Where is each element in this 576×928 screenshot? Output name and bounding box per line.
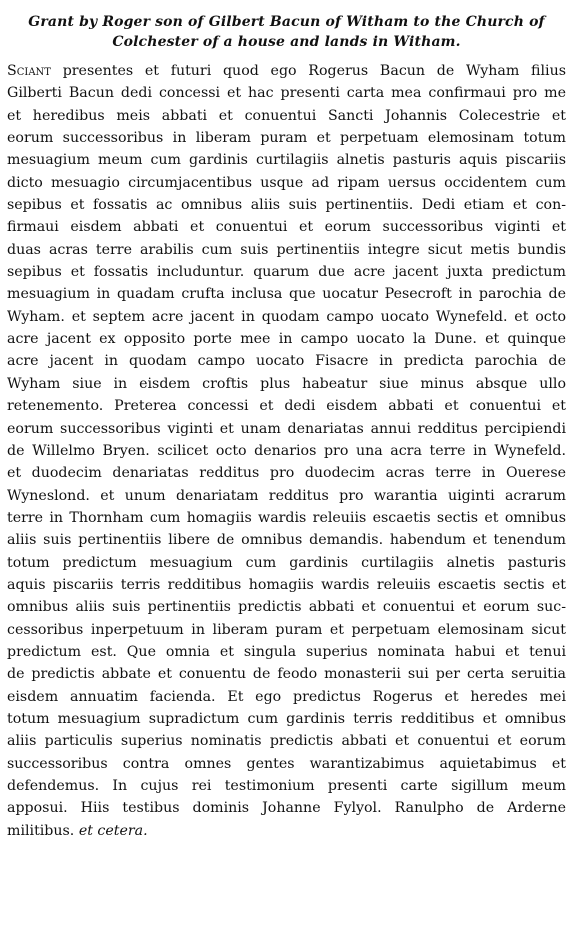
text-line-4: eorum successoribus in liberam puram et perpetuam elemosinam totum <box>7 130 566 147</box>
text-line-16: retenemento. Preterea concessi et dedi eisdem abbati et conuentui et <box>7 398 566 415</box>
text-line-1 <box>7 60 566 82</box>
text-line-9: duas acras terre arabilis cum suis pertinentiis integre sicut metis bundis <box>7 241 566 258</box>
document-title <box>7 12 566 52</box>
text-line-32: successoribus contra omnes gentes warantizabimus aquietabimus et <box>7 755 566 772</box>
text-line-21: terre in Thornham cum homagiis wardis releuiis escaetis sectis et omnibus <box>7 509 566 526</box>
text-line-7: sepibus et fossatis ac omnibus aliis suis pertinentiis. Dedi etiam et con- <box>7 197 566 214</box>
text-line-22: aliis suis pertinentiis libere de omnibus demandis. habendum et tenendum <box>7 532 566 549</box>
text-line-2: Gilberti Bacun dedi concessi et hac presenti carta mea confirmaui pro me <box>7 85 566 102</box>
text-line-5: mesuagium meum cum gardinis curtilagiis alnetis pasturis aquis piscariis <box>7 152 566 169</box>
text-line-31: aliis particulis superius nominatis predictis abbati et conuentui et eorum <box>7 733 566 750</box>
charter-text <box>7 60 566 842</box>
text-line-33: defendemus. In cujus rei testimonium presenti carte sigillum meum <box>7 778 566 794</box>
text-line-15: Wyham siue in eisdem croftis plus habeatur siue minus absque ullo <box>7 375 566 392</box>
text-line-29: eisdem annuatim facienda. Et ego predictus Rogerus et heredes mei <box>7 688 566 705</box>
text-line-11: mesuagium in quadam crufta inclusa que uocatur Pesecroft in parochia de <box>7 286 566 303</box>
text-line-25: omnibus aliis suis pertinentiis predictis abbati et conuentui et eorum suc- <box>7 599 566 616</box>
text-line-14: acre jacent in quodam campo uocato Fisacre in predicta parochia de <box>7 353 566 370</box>
text-line-26: cessoribus inperpetuum in liberam puram et perpetuam elemosinam sicut <box>7 621 566 638</box>
text-line-17: eorum successoribus viginti et unam denariatas annui redditus percipiendi <box>7 420 566 437</box>
closing-italic: et cetera. <box>78 822 148 839</box>
closing-roman: militibus. <box>7 822 79 839</box>
text-line-1-rest: presentes et futuri quod ego Rogerus Bacun de Wyham filius <box>50 63 566 79</box>
opening-word: Sciant <box>7 63 51 79</box>
text-line-8: firmaui eisdem abbati et conuentui et eorum successoribus viginti et <box>7 219 566 236</box>
text-line-10: sepibus et fossatis includuntur. quarum due acre jacent juxta predictum <box>7 264 566 281</box>
title-line-2: Colchester of a house and lands in Witham. <box>112 34 461 50</box>
title-line-1: Grant by Roger son of Gilbert Bacun of Witham to the Church of <box>28 14 545 30</box>
text-line-28: de predictis abbate et conuentu de feodo monasterii sui per certa seruitia <box>7 666 566 683</box>
text-line-18: de Willelmo Bryen. scilicet octo denarios pro una acra terre in Wynefeld. <box>7 442 566 459</box>
text-line-13: acre jacent ex opposito porte mee in campo uocato la Dune. et quinque <box>7 331 566 348</box>
text-line-30: totum mesuagium supradictum cum gardinis terris redditibus et omnibus <box>7 710 566 727</box>
text-line-3: et heredibus meis abbati et conuentui Sancti Johannis Colecestrie et <box>7 107 566 124</box>
text-line-34: apposui. Hiis testibus dominis Johanne Fylyol. Ranulpho de Arderne <box>7 800 566 817</box>
text-line-24: aquis piscariis terris redditibus homagiis wardis releuiis escaetis sectis et <box>7 576 566 593</box>
text-line-6: dicto mesuagio circumjacentibus usque ad ripam uersus occidentem cum <box>7 174 566 191</box>
text-line-12: Wyham. et septem acre jacent in quodam campo uocato Wynefeld. et octo <box>7 308 566 325</box>
text-line-35 <box>7 820 566 842</box>
text-line-27: predictum est. Que omnia et singula superius nominata habui et tenui <box>7 643 566 660</box>
text-line-19: et duodecim denariatas redditus pro duodecim acras terre in Ouerese <box>7 465 566 482</box>
text-line-20: Wyneslond. et unum denariatam redditus pro warantia uiginti acrarum <box>7 487 566 504</box>
text-line-23: totum predictum mesuagium cum gardinis curtilagiis alnetis pasturis <box>7 554 566 571</box>
